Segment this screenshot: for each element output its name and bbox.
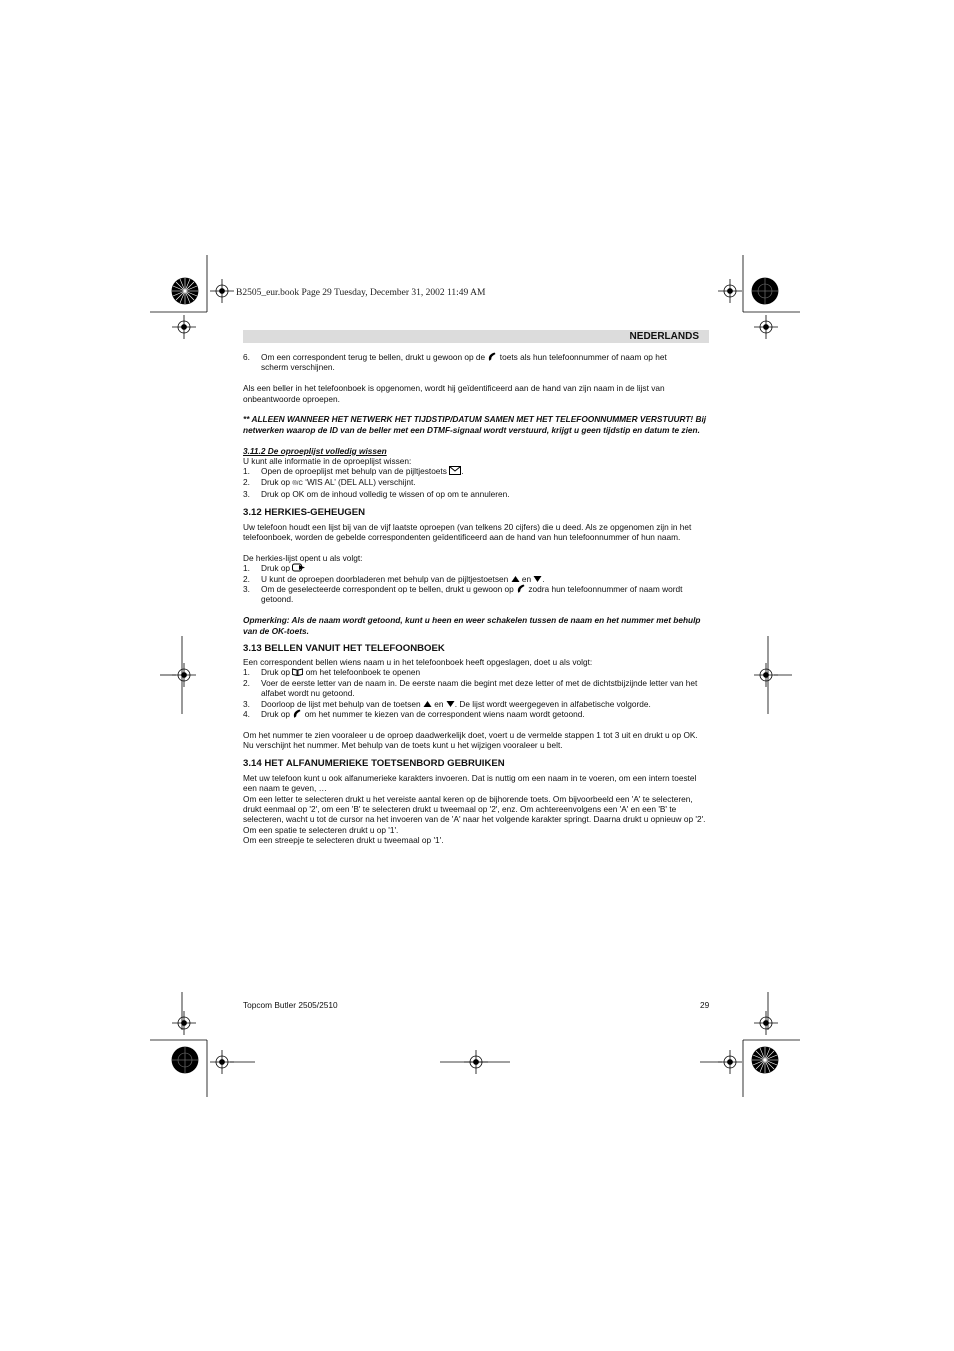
paragraph: Om het nummer te zien vooraleer u de oproep daadwerkelijk doet, voert u de vermelde stappen 1 tot 3 uit en drukt u op OK. Nu verschijnt het nummer. Met behulp van de toets kunt u het wijzigen vooraleer u belt. (243, 729, 698, 751)
page-number: 29 (700, 1000, 710, 1010)
section-title: 3.13 BELLEN VANUIT HET TELEFOONBOEK (243, 643, 445, 655)
arrow-up-icon (423, 700, 432, 708)
registration-mark (754, 1011, 778, 1035)
list-item: 2. Voer de eerste letter van de naam in. De eerste naam die begint met deze letter of met de dichtstbijzijnde letter van het alfabet wordt nu getoond. (243, 677, 698, 699)
redial-icon (292, 563, 306, 572)
list-item: 3. Doorloop de lijst met behulp van de toetsen en . De lijst wordt weergegeven in alfabetische volgorde. (243, 698, 651, 709)
section-title: 3.14 HET ALFANUMERIEKE TOETSENBORD GEBRUIKEN (243, 757, 505, 769)
paragraph: U kunt alle informatie in de oproeplijst wissen: (243, 456, 412, 467)
section-title: 3.12 HERKIES-GEHEUGEN (243, 506, 366, 518)
page-content (243, 352, 709, 846)
list-item: 1. Open de oproeplijst met behulp van de pijltjestoets . (243, 466, 464, 477)
registration-mark (718, 279, 742, 303)
sunburst-bottom-right (752, 1047, 778, 1073)
paragraph: Om een letter te selecteren drukt u het vereiste aantal keren op de bijhorende toets. Om bijvoorbeeld een 'A' te selecteren, drukt eenmaal op '2', om een 'B' te selecteren drukt u tweemaal op '2', enz. Om achtereenvolgens een 'A' en een 'B' te selecteren, wacht u tot de cursor na het invoeren van de 'A' naar het volgende karakter springt. Daarna drukt u opnieuw op '2'. (243, 793, 706, 825)
envelope-icon (449, 466, 461, 475)
language-label: NEDERLANDS (629, 331, 699, 342)
arrow-up-icon (511, 575, 520, 583)
list-item: 1. Druk op (243, 563, 709, 573)
remark-paragraph: Opmerking: Als de naam wordt getoond, kunt u heen en weer schakelen tussen de naam en het nummer met behulp van de OK-toets. (243, 615, 701, 636)
sunburst-top-right (752, 278, 778, 304)
sunburst-top-left (172, 278, 198, 304)
registration-mark (172, 1011, 196, 1035)
list-item: 1. Druk op om het telefoonboek te openen (243, 667, 421, 678)
paragraph: Om een spatie te selecteren drukt u op '1'. (243, 824, 399, 835)
registration-mark (754, 315, 778, 339)
registration-mark (210, 279, 234, 303)
paragraph: Met uw telefoon kunt u ook alfanumerieke karakters invoeren. Dat is nuttig om een naam in te voeren, om een intern toestel een naam te geven, … (243, 772, 697, 794)
phonebook-icon (292, 668, 303, 676)
list-item: 2. U kunt de oproepen doorbladeren met behulp van de pijltjestoetsen en . (243, 573, 545, 584)
handset-icon (516, 584, 526, 593)
subsection-title: 3.11.2 De oproeplijst volledig wissen (243, 445, 387, 456)
list-item: 6. Om een correspondent terug te bellen, drukt u gewoon op de toets als hun telefoonnummer of naam op het scherm verschijnen. (243, 352, 667, 373)
paragraph: Als een beller in het telefoonboek is opgenomen, wordt hij geïdentificeerd aan de hand van zijn naam in de lijst van onbeantwoorde oproepen. (243, 383, 665, 404)
handset-icon (292, 709, 302, 718)
handset-icon (487, 352, 497, 361)
footer-product: Topcom Butler 2505/2510 (243, 1000, 338, 1010)
paragraph: Een correspondent bellen wiens naam u in het telefoonboek heeft opgeslagen, doet u als volgt: (243, 657, 593, 668)
clear-key-label: ®/C (292, 480, 303, 487)
paragraph: De herkies-lijst opent u als volgt: (243, 552, 363, 563)
list-item: 2. Druk op ®/C ‘WIS AL’ (DEL ALL) verschijnt. (243, 476, 416, 487)
arrow-down-icon (446, 700, 455, 708)
list-item: 3. Druk op OK om de inhoud volledig te wissen of op om te annuleren. (243, 489, 510, 500)
paragraph: Om een streepje te selecteren drukt u tweemaal op '1'. (243, 835, 444, 846)
sunburst-bottom-left (172, 1047, 198, 1073)
note-paragraph: ** ALLEEN WANNEER HET NETWERK HET TIJDSTIP/DATUM SAMEN MET HET TELEFOONNUMMER VERSTUURT! Bij netwerken waarop de ID van de beller met een DTMF-signaal wordt verstuurd, krijgt u geen tijdstip en datum te zien. (243, 414, 707, 435)
registration-mark (172, 315, 196, 339)
list-item: 3. Om de geselecteerde correspondent op te bellen, drukt u gewoon op zodra hun telefoonnummer of naam wordt getoond. (243, 584, 683, 605)
book-header-line: B2505_eur.book Page 29 Tuesday, December 31, 2002 11:49 AM (236, 288, 486, 298)
paragraph: Uw telefoon houdt een lijst bij van de vijf laatste oproepen (van telkens 20 cijfers) die u deed. Als ze opgenomen zijn in het telefoonboek, worden de gebelde correspondenten geïdentificeerd aan de hand van hun telefoonnummer of hun naam. (243, 521, 692, 543)
list-item: 4. Druk op om het nummer te kiezen van de correspondent wiens naam wordt getoond. (243, 709, 585, 720)
language-bar (243, 330, 709, 343)
